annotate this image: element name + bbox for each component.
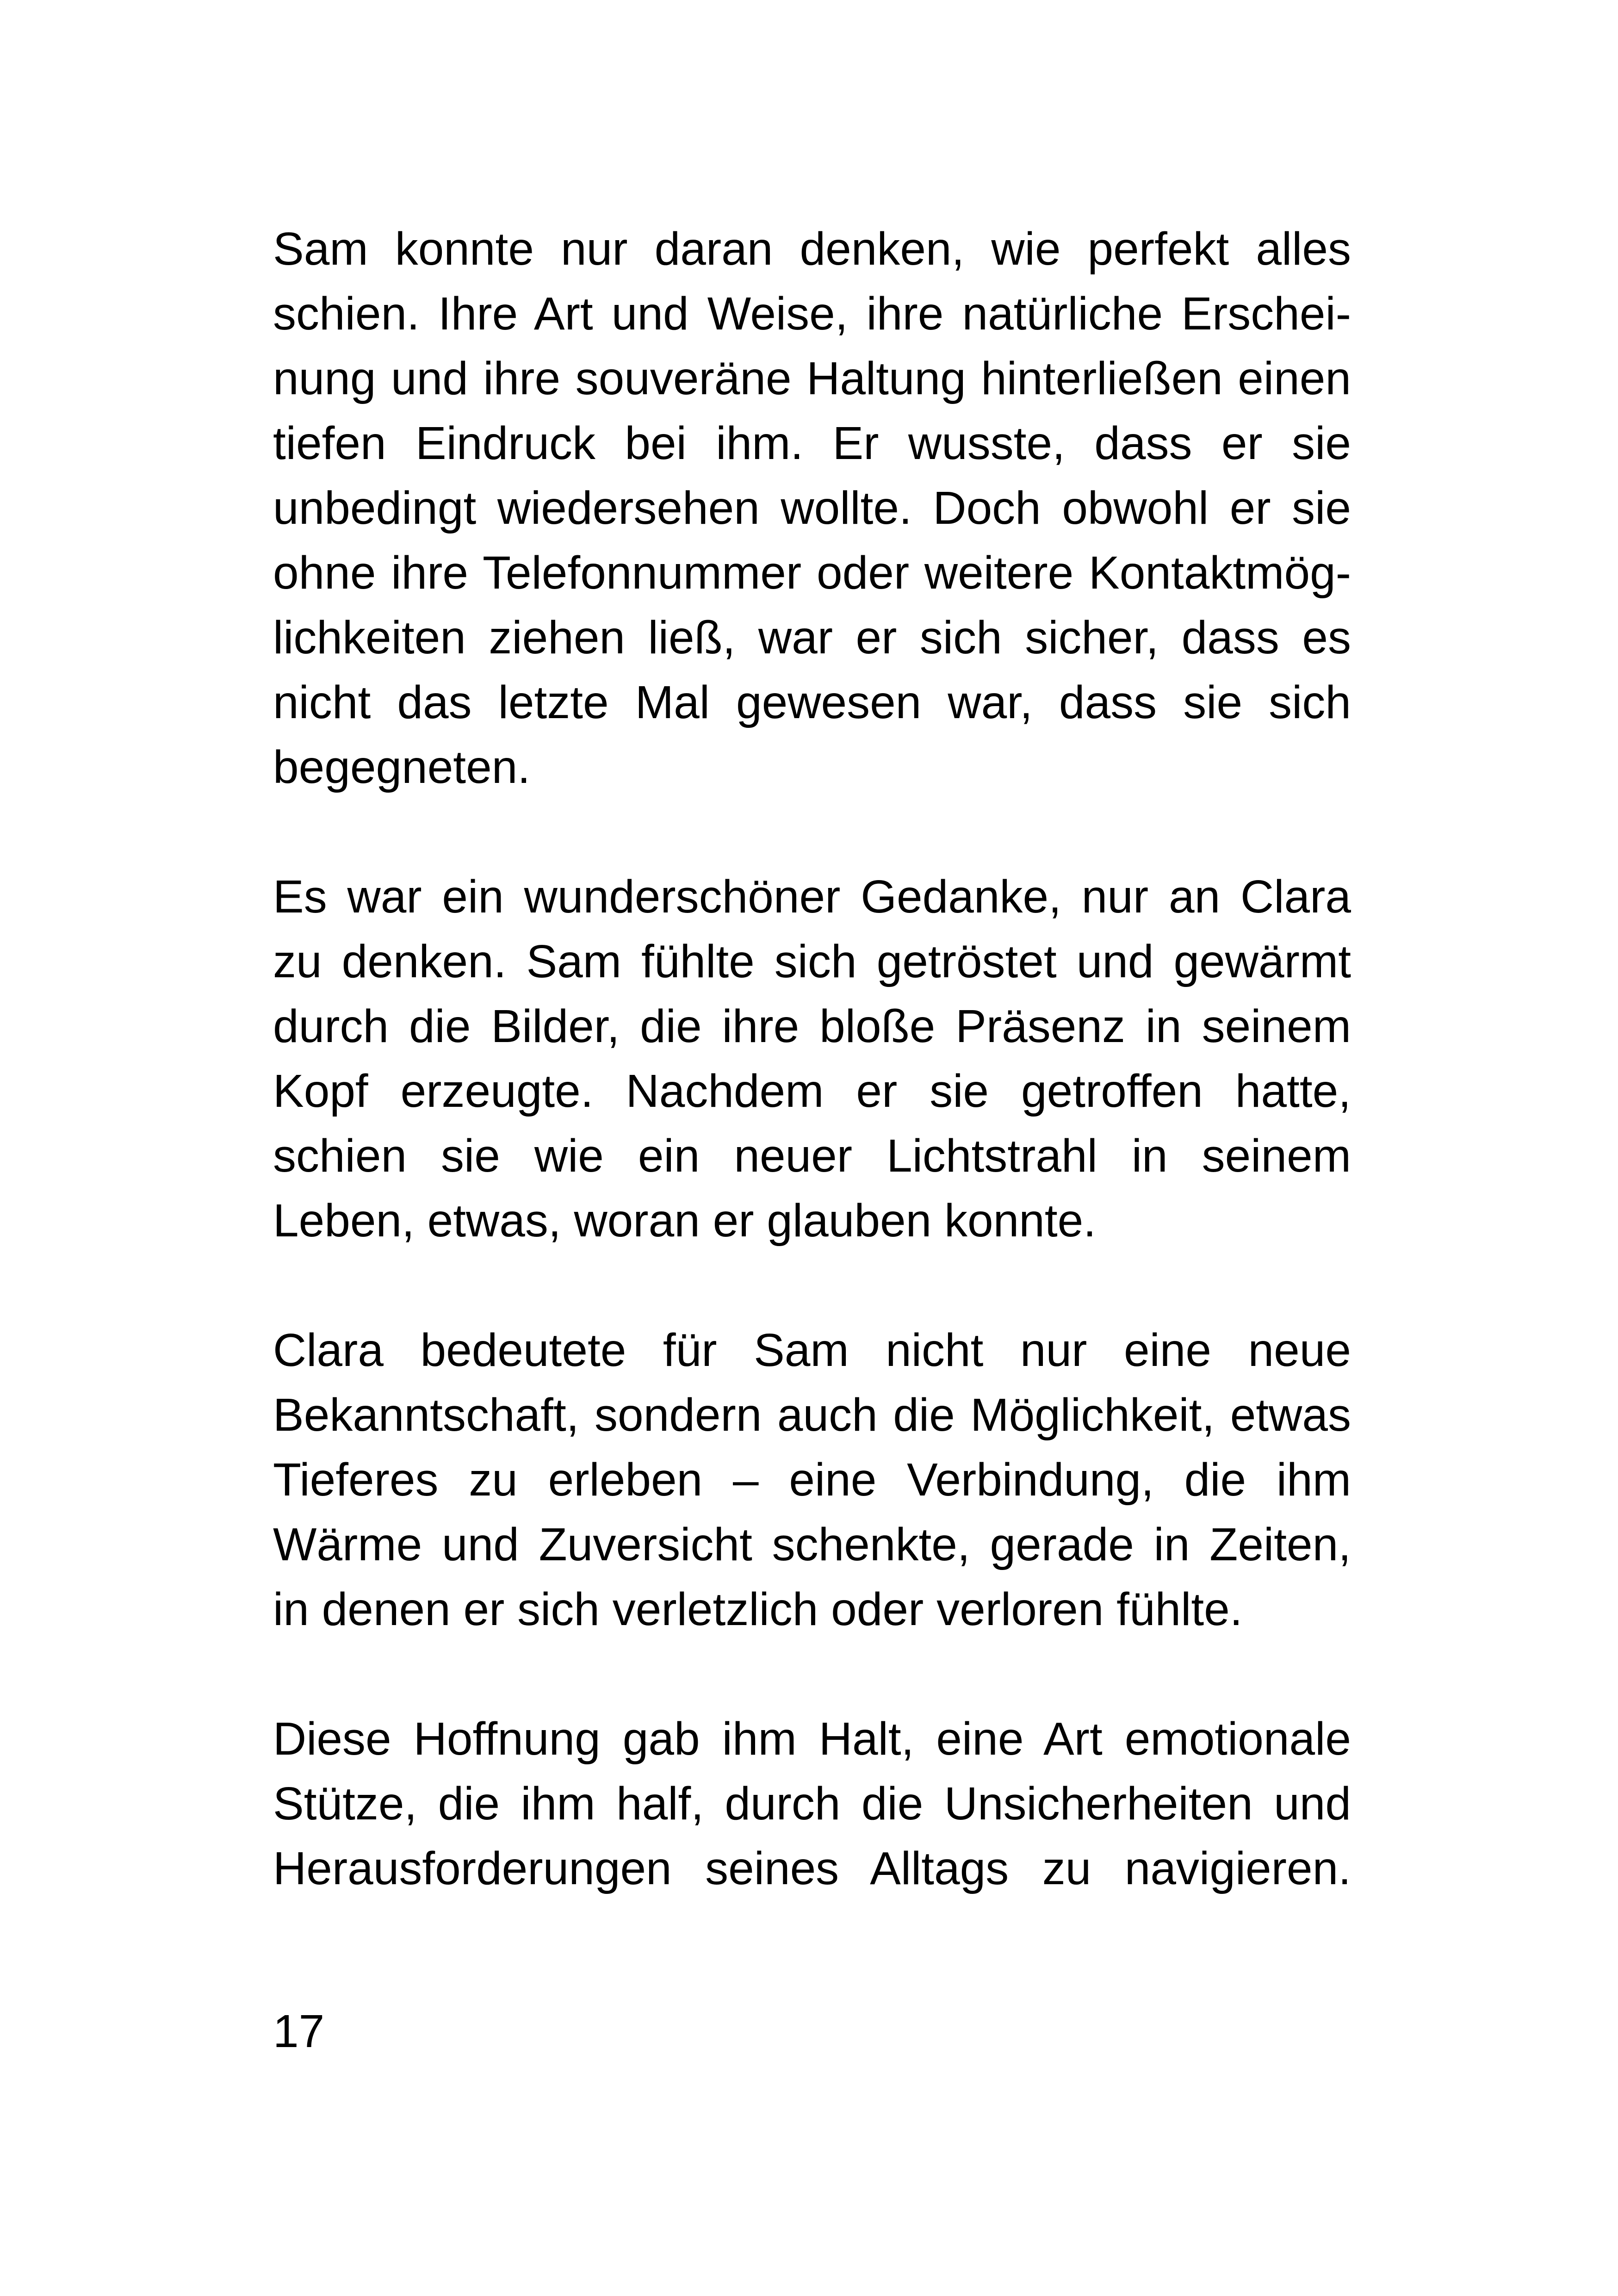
- text-line: Es war ein wunderschöner Gedanke, nur an Clara: [273, 871, 1351, 923]
- text-line: Stütze, die ihm half, durch die Unsicherheiten und: [273, 1778, 1351, 1830]
- text-line: Wärme und Zuversicht schenkte, gerade in Zeiten,: [273, 1519, 1351, 1570]
- text-line: schien sie wie ein neuer Lichtstrahl in seinem: [273, 1130, 1351, 1182]
- text-line: Bekanntschaft, sondern auch die Möglichkeit, etwas: [273, 1389, 1351, 1441]
- text-line: unbedingt wiedersehen wollte. Doch obwohl er sie: [273, 482, 1351, 534]
- text-line: Diese Hoffnung gab ihm Halt, eine Art emotionale: [273, 1713, 1351, 1765]
- paragraph-1: [273, 217, 1351, 800]
- text-line: Tieferes zu erleben – eine Verbindung, die ihm: [273, 1454, 1351, 1506]
- text-line: Sam konnte nur daran denken, wie perfekt alles: [273, 223, 1351, 275]
- text-line: tiefen Eindruck bei ihm. Er wusste, dass er sie: [273, 417, 1351, 469]
- text-line: durch die Bilder, die ihre bloße Präsenz in seinem: [273, 1000, 1351, 1052]
- text-line: schien. Ihre Art und Weise, ihre natürliche Erschei-: [273, 288, 1351, 340]
- text-line: Kopf erzeugte. Nachdem er sie getroffen hatte,: [273, 1065, 1351, 1117]
- text-line: begegneten.: [273, 741, 531, 793]
- body-text: [273, 217, 1351, 1901]
- text-line: in denen er sich verletzlich oder verloren fühlte.: [273, 1583, 1243, 1635]
- text-line: nicht das letzte Mal gewesen war, dass sie sich: [273, 676, 1351, 728]
- paragraph-4: [273, 1706, 1351, 1901]
- text-line: Leben, etwas, woran er glauben konnte.: [273, 1195, 1097, 1247]
- page-number: 17: [273, 2005, 325, 2057]
- text-line: Herausforderungen seines Alltags zu navigieren.: [273, 1843, 1351, 1894]
- text-line: Clara bedeutete für Sam nicht nur eine neue: [273, 1324, 1351, 1376]
- text-line: zu denken. Sam fühlte sich getröstet und gewärmt: [273, 936, 1351, 987]
- text-line: lichkeiten ziehen ließ, war er sich sicher, dass es: [273, 612, 1351, 664]
- paragraph-3: [273, 1318, 1351, 1642]
- paragraph-2: [273, 864, 1351, 1253]
- text-line: nung und ihre souveräne Haltung hinterließen einen: [273, 353, 1351, 404]
- text-line: ohne ihre Telefonnummer oder weitere Kontaktmög-: [273, 547, 1351, 599]
